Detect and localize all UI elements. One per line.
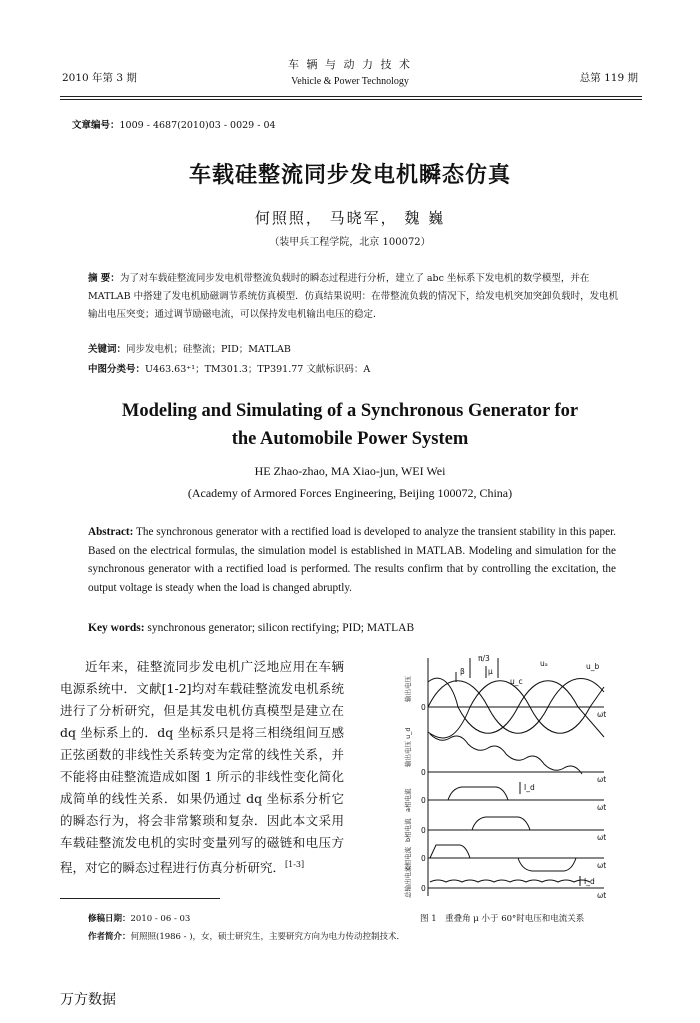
label-zero: 0	[421, 796, 426, 805]
panel-label-5: c相电流	[404, 846, 412, 870]
keywords-en: Key words: synchronous generator; silicon rectifying; PID; MATLAB	[88, 622, 415, 634]
label-omega-t: ωt	[597, 891, 607, 900]
article-number: 文章编号：1009 - 4687(2010)03 - 0029 - 04	[72, 120, 276, 131]
label-omega-t: ωt	[597, 803, 607, 812]
keywords-cn: 关键词：同步发电机；硅整流；PID；MATLAB	[88, 344, 291, 355]
authors-en: HE Zhao-zhao, MA Xiao-jun, WEI Wei	[254, 464, 446, 478]
footnote-author: 作者简介：何照照(1986 - )，女，硕士研究生，主要研究方向为电力传动控制技术．	[88, 932, 406, 942]
abstract-en: Abstract: The synchronous generator with a rectified load is developed to analyze the transient stability in this paper. Based on the electrical formulas, the simulation model is established in MATLAB. Modeling and simulation for the synchronous generator with a rectified load is performed. The results confirm that by controlling the excitation, the output voltage is steady when the load is changed abruptly.	[88, 526, 616, 594]
header-rule	[60, 96, 642, 97]
title-cn: 车载硅整流同步发电机瞬态仿真	[188, 163, 511, 188]
label-zero: 0	[421, 768, 426, 777]
affiliation-en: (Academy of Armored Forces Engineering, Beijing 100072, China)	[187, 486, 513, 500]
curve-itotal	[430, 880, 590, 882]
label-zero: 0	[421, 703, 426, 712]
watermark: 万方数据	[60, 992, 116, 1008]
footnote-rule	[60, 898, 220, 899]
label-ub: u_b	[586, 662, 600, 671]
label-id: I_d	[524, 783, 535, 792]
header-issue: 2010 年第 3 期	[62, 72, 137, 84]
figure-caption: 图 1 重叠角 μ 小于 60°时电压和电流关系	[420, 914, 585, 924]
label-omega-t: ωt	[597, 833, 607, 842]
label-mu: μ	[488, 667, 493, 676]
classification-code: 中图分类号：U463.63⁺¹；TM301.3；TP391.77 文献标识码：A	[88, 364, 371, 375]
curve-ud	[430, 734, 582, 774]
label-beta: β	[460, 667, 465, 676]
panel-label-4: b相电流	[404, 818, 412, 842]
label-zero: 0	[421, 854, 426, 863]
label-id: I_d	[584, 877, 595, 886]
label-pi3: π/3	[478, 654, 490, 663]
abstract-cn: 摘 要：为了对车载硅整流同步发电机带整流负载时的瞬态过程进行分析，建立了 abc 坐标系下发电机的数学模型，并在 MATLAB 中搭建了发电机励磁调节系统仿真模型．仿真结果说明：在带整流负载的情况下，给发电机突加突卸负载时，发电机输出电压突变；通过调节励磁电流，可以保持发电机输出电压的稳定．	[88, 273, 619, 320]
body-paragraph: 近年来，硅整流同步发电机广泛地应用在车辆电源系统中．文献[1-2]均对车载硅整流发电机系统进行了分析研究，但是其发电机仿真模型是建立在 dq 坐标系上的．dq 坐标系只是将三相绕组间互感正弦函数的非线性关系转变为定常的线性关系，并不能将由硅整流造成如图 1 所示的非线性变化简化成简单的线性关系．如果仍通过 dq 坐标系分析它的瞬态行为，将会非常繁琐和复杂．因此本文采用车载硅整流发电机的实时变量列写的磁链和电压方程，对它的瞬态过程进行仿真分析研究．[1-3]	[60, 659, 344, 876]
curve-ub	[428, 681, 607, 738]
figure-1	[400, 652, 610, 902]
affiliation-cn: （装甲兵工程学院，北京 100072）	[269, 237, 431, 248]
label-uc: u_c	[510, 677, 523, 686]
label-ua: uₐ	[540, 659, 548, 668]
footnote-received: 修稿日期：2010 - 06 - 03	[88, 914, 191, 924]
header-rule-2	[60, 99, 642, 100]
curve-ia	[430, 787, 604, 800]
authors-cn: 何照照， 马晓军， 魏 巍	[254, 209, 446, 227]
panel-label-3: a相电流	[404, 788, 412, 812]
label-omega-t: ωt	[597, 775, 607, 784]
header-total-issue: 总第 119 期	[579, 72, 638, 84]
curve-ib	[430, 817, 604, 830]
panel-label-2: 输出电压 u_d	[404, 727, 412, 767]
label-omega-t: ωt	[597, 861, 607, 870]
label-zero: 0	[421, 826, 426, 835]
label-zero: 0	[421, 884, 426, 893]
label-omega-t: ωt	[597, 710, 607, 719]
title-en: Modeling and Simulating of a Synchronous Generator for the Automobile Power System	[121, 401, 579, 449]
journal-title-cn: 车 辆 与 动 力 技 术	[288, 58, 412, 71]
panel-label-6: 总输出电流	[404, 865, 412, 898]
panel-label-1: 输出电压	[404, 676, 412, 702]
journal-title-en: Vehicle & Power Technology	[291, 76, 409, 87]
